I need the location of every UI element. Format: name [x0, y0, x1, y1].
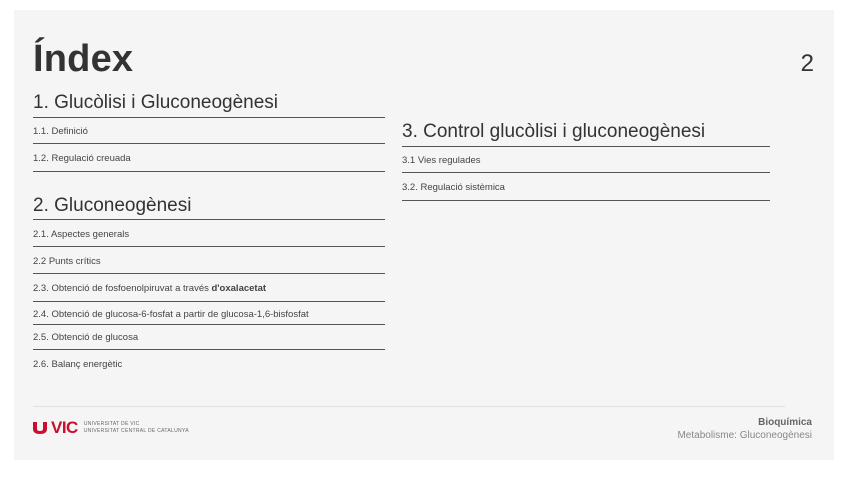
toc-item-2-2: 2.2 Punts crítics — [33, 247, 385, 274]
toc-item-2-3-bold: d'oxalacetat — [211, 283, 267, 295]
toc-item-2-4: 2.4. Obtenció de glucosa-6-fosfat a partir de glucosa-1,6-bisfosfat — [33, 302, 385, 325]
footer-divider — [33, 406, 785, 407]
page-number: 2 — [800, 50, 814, 77]
logo-line-1: UNIVERSITAT DE VIC — [83, 421, 140, 428]
section-heading-3: 3. Control glucòlisi i gluconeogènesi — [402, 121, 770, 147]
section-heading-2: 2. Gluconeogènesi — [33, 195, 385, 221]
section-heading-1: 1. Glucòlisi i Gluconeogènesi — [33, 92, 385, 118]
toc-item-2-1: 2.1. Aspectes generals — [33, 220, 385, 246]
toc-item-2-6: 2.6. Balanç energètic — [33, 359, 123, 371]
footer-subject: Bioquímica — [758, 417, 812, 428]
uvic-u-icon — [33, 422, 47, 434]
footer-info — [677, 417, 812, 441]
footer-topic: Metabolisme: Gluconeogènesi — [677, 430, 812, 441]
logo-subtitle — [84, 421, 189, 434]
toc-item-1-1: 1.1. Definició — [33, 118, 385, 144]
toc-item-2-5: 2.5. Obtenció de glucosa — [33, 325, 385, 350]
left-column — [33, 92, 385, 371]
toc-item-3-1: 3.1 Vies regulades — [402, 147, 770, 173]
uvic-logo — [33, 419, 189, 436]
right-column — [402, 121, 770, 201]
toc-item-1-2: 1.2. Regulació creuada — [33, 144, 385, 171]
logo-text: VIC — [51, 418, 78, 437]
logo-line-2: UNIVERSITAT CENTRAL DE CATALUNYA — [83, 427, 189, 434]
slide-title: Índex — [33, 38, 134, 80]
toc-item-3-2: 3.2. Regulació sistèmica — [402, 173, 770, 200]
toc-item-2-3-text: 2.3. Obtenció de fosfoenolpiruvat a través — [33, 283, 212, 295]
toc-item-2-3 — [33, 274, 385, 301]
